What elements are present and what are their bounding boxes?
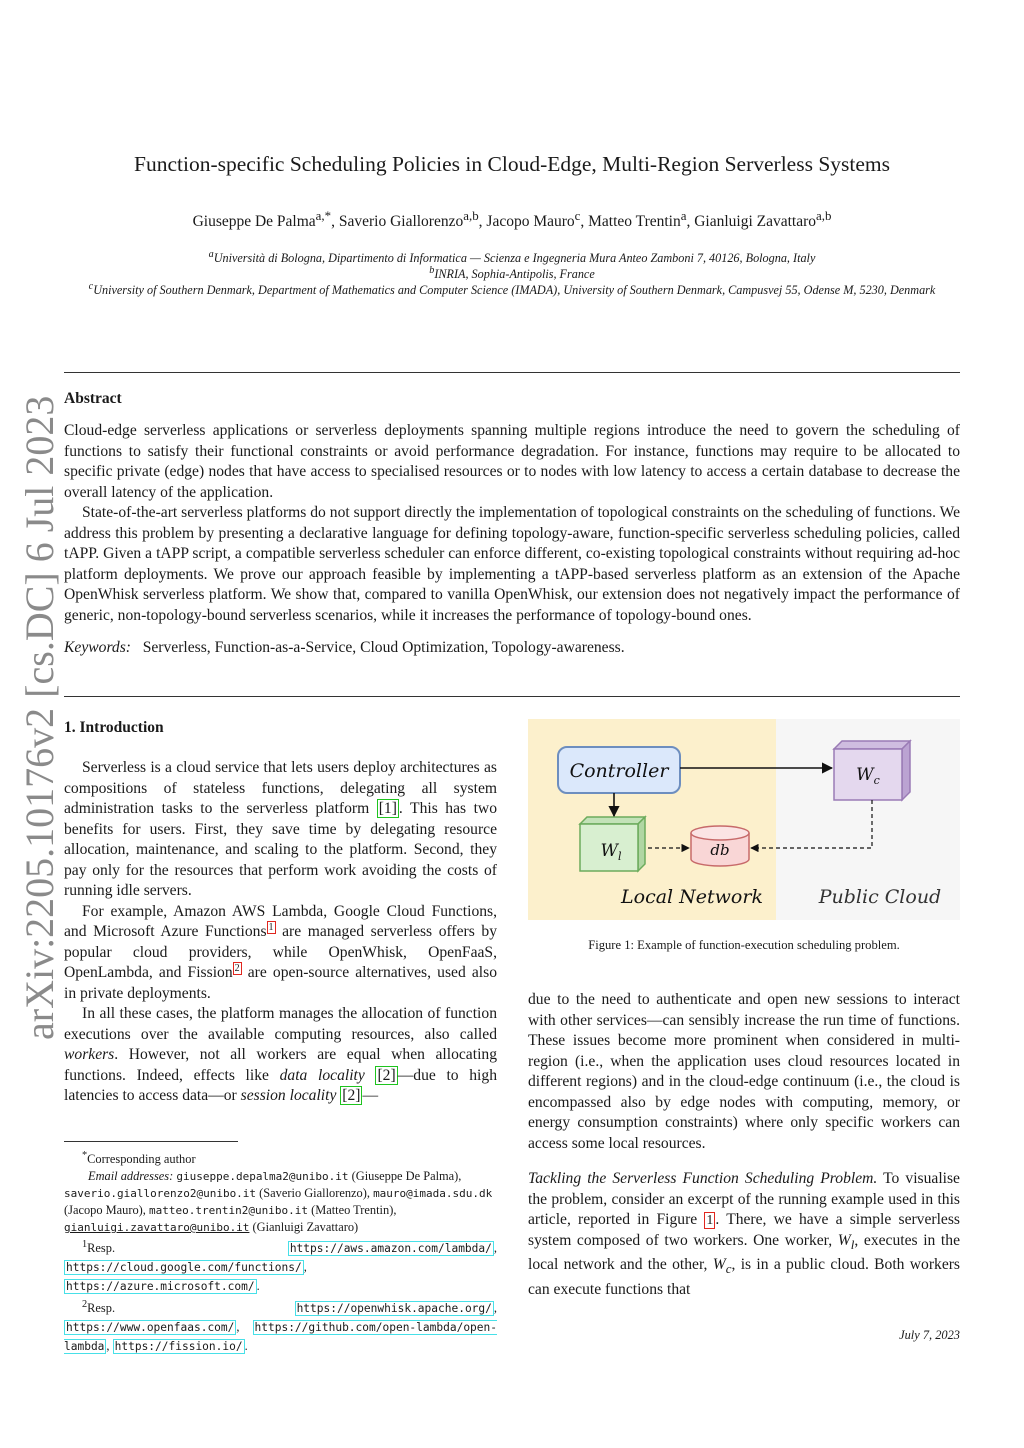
paper-title: Function-specific Scheduling Policies in Cloud-Edge, Multi-Region Serverless Systems <box>134 152 890 176</box>
body-paragraph: Tackling the Serverless Function Scheduling Problem. To visualise the problem, consider an excerpt of the running example used in this article, reported in Figure 1 . There, we have a simple serverless system composed of two workers. One worker, $W_l$, executes in the local network and the other, $W_c$, is in a public cloud. Both workers can execute functions that <box>528 1170 960 1298</box>
intro-paragraph: For example, Amazon AWS Lambda, Google Cloud Functions, and Microsoft Azure Functions $^1$ are managed serverless offers by popular cloud providers, while OpenWhisk, OpenFaaS, OpenLambda, and Fission $^2$ are open-source alternatives, used also in private deployments. <box>64 902 497 1002</box>
public-cloud-label: Public Cloud <box>818 886 942 908</box>
page-date: July 7, 2023 <box>899 1328 960 1342</box>
email-link[interactable]: matteo.trentin2@unibo.it <box>149 1204 308 1218</box>
footnotes <box>64 1147 497 1356</box>
divider <box>64 372 960 373</box>
footnote-rule <box>64 1141 238 1142</box>
local-network-label: Local Network <box>621 886 763 908</box>
footnote-link[interactable]: 2 <box>234 962 240 974</box>
email-link[interactable]: gianluigi.zavattaro@unibo.it <box>64 1221 250 1235</box>
url-link[interactable]: https://fission.io/ <box>114 1340 243 1354</box>
footnote-2: $^2$Resp. https://openwhisk.apache.org/ , https://www.openfaas.com/ , https://github.com/open-lambda/open-lambda , https://fission.io/ . <box>64 1299 497 1354</box>
abstract-paragraph: Cloud-edge serverless applications or serverless deployments spanning multiple regions introduce the need to govern the scheduling of functions to satisfy their functional constraints or avoid performance degradation. For instance, functions may require to be allocated to specific private (edge) nodes that have access to specialised resources or to nodes with low latency to access a certain database to decrease the overall latency of the application. <box>64 422 960 501</box>
citation-link[interactable]: [1] <box>378 800 397 817</box>
footnote-corresponding: *Corresponding author <box>82 1150 196 1167</box>
svg-text:Wc: $W_c$ <box>856 765 880 787</box>
section-heading-introduction: 1. Introduction <box>64 719 164 736</box>
keywords: Keywords: Serverless, Function-as-a-Service, Cloud Optimization, Topology-awareness. <box>64 639 625 656</box>
email-link[interactable]: mauro@imada.sdu.dk <box>373 1187 493 1201</box>
divider <box>64 696 960 697</box>
worker-local-node <box>580 817 645 871</box>
author: Gianluigi Zavattaro$^{a,b}$ <box>694 208 832 231</box>
right-column-body <box>528 990 960 1300</box>
intro-paragraph: Serverless is a cloud service that lets users deploy architectures as compositions of stateless functions, delegating all system administration tasks to the serverless platform [1] . This has two benefits for users. First, they save time by delegating resource allocation, maintenance, and scaling to the platform. Second, they pay only for the resources that perform work avoiding the costs of running idle servers. <box>64 759 497 899</box>
url-link[interactable]: https://www.openfaas.com/ <box>66 1321 235 1335</box>
abstract-paragraph: State-of-the-art serverless platforms do not support directly the implementation of topological constraints on the scheduling of functions. We address this problem by presenting a declarative language for defining topology-aware, function-specific serverless scheduling policies, called tAPP. Given a tAPP script, a compatible serverless scheduler can enforce different, co-existing topological constraints without requiring ad-hoc platform deployments. We prove our approach feasible by implementing a tAPP-based serverless platform as an extension of the Apache OpenWhisk serverless platform. We show that, compared to vanilla OpenWhisk, our extension does not negatively impact the performance of generic, non-topology-bound serverless scenarios, while it increases the performance of topology-bound ones. <box>64 504 960 624</box>
author: Jacopo Mauro$^c$ <box>486 208 581 231</box>
worker-cloud-node <box>834 741 910 800</box>
figure-caption: Figure 1: Example of function-execution scheduling problem. <box>588 938 900 952</box>
citation-link[interactable]: [2] <box>342 1087 361 1104</box>
author: Giuseppe De Palma$^{a,*}$ <box>192 208 332 231</box>
email-link[interactable]: giuseppe.depalma2@unibo.it <box>176 1170 349 1184</box>
footnote-1: $^1$Resp. https://aws.amazon.com/lambda/ , https://cloud.google.com/functions/ , https://azure.microsoft.com/ . <box>66 1239 497 1294</box>
url-link[interactable]: https://github.com/open-lambda/open-lambda <box>64 1321 497 1354</box>
author-list: Giuseppe De Palma$^{a,*}$, Saverio Giallorenzo$^{a,b}$, Jacopo Mauro$^c$, Matteo Trentin$^a$, Gianluigi Zavattaro$^{a,b}$ <box>192 208 832 231</box>
abstract-heading: Abstract <box>64 390 122 407</box>
intro-body <box>64 758 497 1107</box>
author: Saverio Giallorenzo$^{a,b}$ <box>338 208 479 231</box>
database-node <box>691 826 749 866</box>
url-link[interactable]: https://cloud.google.com/functions/ <box>66 1261 302 1275</box>
author: Matteo Trentin$^a$ <box>588 208 687 231</box>
intro-paragraph: In all these cases, the platform manages the allocation of function executions over the available computing resources, also called workers. However, not all workers are equal when allocating functions. Indeed, effects like data locality [2] —due to high latencies to access data—or session locality [2] — <box>64 1005 497 1104</box>
abstract-body <box>64 421 960 659</box>
figure-1 <box>528 719 960 920</box>
email-link[interactable]: saverio.giallorenzo2@unibo.it <box>64 1187 257 1201</box>
figure-diagram <box>528 719 960 920</box>
arxiv-stamp: arXiv:2205.10176v2 [cs.DC] 6 Jul 2023 <box>17 395 62 1040</box>
controller-node <box>558 747 680 793</box>
footnote-emails: Email addresses: giuseppe.depalma2@unibo.it (Giuseppe De Palma), saverio.giallorenzo2@unibo.it (Saverio Giallorenzo), mauro@imada.sdu.dk (Jacopo Mauro), matteo.trentin2@unibo.it (Matteo Trentin), gianluigi.zavattaro@unibo.it (Gianluigi Zavattaro) <box>64 1169 493 1235</box>
citation-link[interactable]: [2] <box>377 1066 396 1084</box>
url-link[interactable]: https://openwhisk.apache.org/ <box>296 1302 492 1316</box>
body-paragraph: due to the need to authenticate and open new sessions to interact with other services—can sensibly increase the run time of functions. These issues become more prominent when considered in multi-region (i.e., when the application uses cloud resources located in different regions) and in the cloud-edge continuum (i.e., the cloud is encompassed also by edge nodes with computing, memory, or energy consumption constraints) where only specific workers can access some local resources. <box>528 991 960 1152</box>
url-link[interactable]: https://azure.microsoft.com/ <box>66 1280 255 1294</box>
figure-link[interactable]: 1 <box>706 1213 714 1228</box>
affiliation-b: $^b$INRIA, Sophia-Antipolis, France <box>429 265 595 282</box>
svg-text:db: db <box>710 841 730 859</box>
svg-text:Wl: $W_l$ <box>600 841 622 863</box>
url-link[interactable]: https://aws.amazon.com/lambda/ <box>289 1242 492 1256</box>
affiliation-a: $^a$Università di Bologna, Dipartimento di Informatica — Scienza e Ingegneria Mura Anteo Zamboni 7, 40126, Bologna, Italy <box>208 249 816 266</box>
footnote-link[interactable]: 1 <box>268 921 274 933</box>
affiliation-c: $^c$University of Southern Denmark, Department of Mathematics and Computer Science (IMADA), University of Southern Denmark, Campusvej 55, Odense M, 5230, Denmark <box>88 281 936 298</box>
svg-text:Controller: Controller <box>569 760 669 782</box>
